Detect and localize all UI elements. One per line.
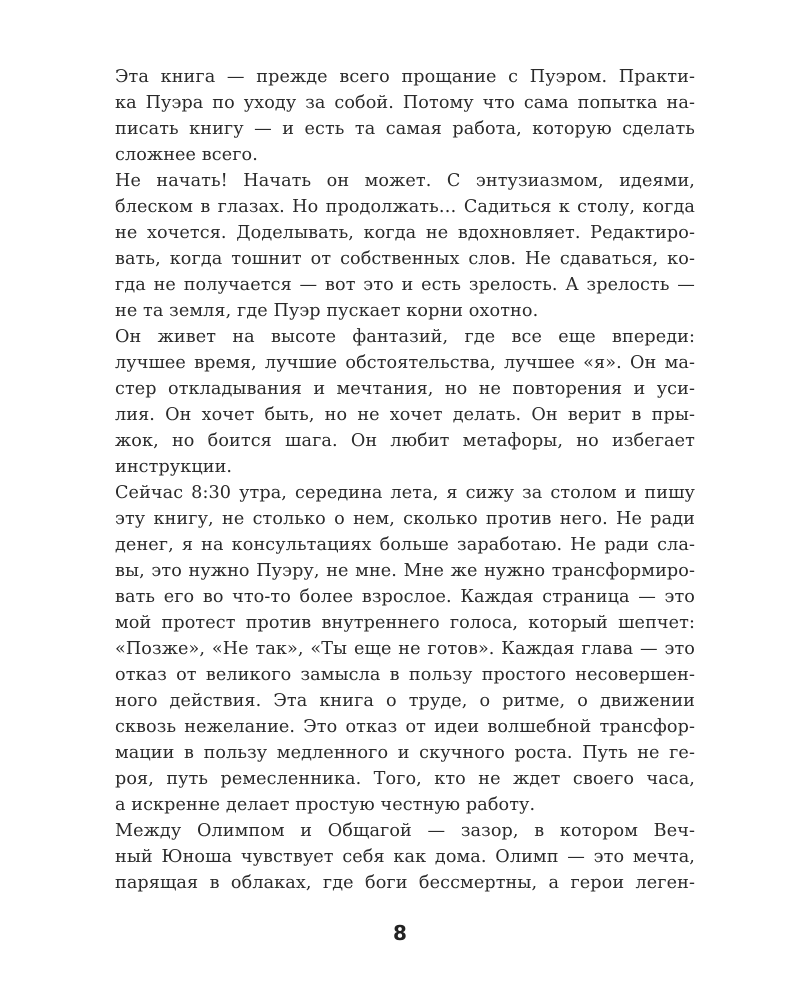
text-line: ка Пуэра по уходу за собой. Потому что сама попытка на-: [115, 93, 695, 113]
text-line: Сейчас 8:30 утра, середина лета, я сижу за столом и пишу: [115, 483, 695, 503]
text-line: денег, я на консультациях больше заработаю. Не ради сла-: [115, 535, 695, 555]
text-line: жок, но боится шага. Он любит метафоры, но избегает: [115, 431, 695, 451]
text-line: ного действия. Эта книга о труде, о ритме, о движении: [115, 691, 695, 711]
page-number: 8: [393, 921, 407, 945]
text-line: Между Олимпом и Общагой — зазор, в котором Веч-: [115, 821, 695, 841]
text-line: инструкции.: [115, 457, 233, 477]
text-line: лия. Он хочет быть, но не хочет делать. Он верит в пры-: [115, 405, 695, 425]
text-line: сквозь нежелание. Это отказ от идеи волшебной трансфор-: [115, 717, 695, 737]
text-line: роя, путь ремесленника. Того, кто не ждет своего часа,: [115, 769, 695, 789]
text-line: Он живет на высоте фантазий, где все еще впереди:: [115, 327, 695, 347]
text-line: писать книгу — и есть та самая работа, которую сделать: [115, 119, 695, 139]
text-line: стер откладывания и мечтания, но не повторения и уси-: [115, 379, 695, 399]
text-line: мации в пользу медленного и скучного роста. Путь не ге-: [115, 743, 695, 763]
text-line: вать его во что-то более взрослое. Каждая страница — это: [115, 587, 695, 607]
text-line: не хочется. Доделывать, когда не вдохновляет. Редактиро-: [115, 223, 695, 243]
text-line: вать, когда тошнит от собственных слов. Не сдаваться, ко-: [115, 249, 695, 269]
text-line: гда не получается — вот это и есть зрелость. А зрелость —: [115, 275, 695, 295]
text-line: парящая в облаках, где боги бессмертны, а герои леген-: [115, 873, 695, 893]
text-line: блеском в глазах. Но продолжать… Садиться к столу, когда: [115, 197, 695, 217]
text-line: а искренне делает простую честную работу.: [115, 795, 536, 815]
text-line: «Позже», «Не так», «Ты еще не готов». Каждая глава — это: [115, 639, 695, 659]
text-line: вы, это нужно Пуэру, не мне. Мне же нужно трансформиро-: [115, 561, 695, 581]
body-text: [115, 64, 695, 896]
text-line: Эта книга — прежде всего прощание с Пуэром. Практи-: [115, 67, 695, 87]
text-line: мой протест против внутреннего голоса, который шепчет:: [115, 613, 695, 633]
text-line: Не начать! Начать он может. С энтузиазмом, идеями,: [115, 171, 695, 191]
text-line: эту книгу, не столько о нем, сколько против него. Не ради: [115, 509, 695, 529]
text-line: не та земля, где Пуэр пускает корни охотно.: [115, 301, 539, 321]
text-line: лучшее время, лучшие обстоятельства, лучшее «я». Он ма-: [115, 353, 695, 373]
text-line: отказ от великого замысла в пользу простого несовершен-: [115, 665, 695, 685]
text-line: ный Юноша чувствует себя как дома. Олимп — это мечта,: [115, 847, 695, 867]
text-line: сложнее всего.: [115, 145, 258, 165]
